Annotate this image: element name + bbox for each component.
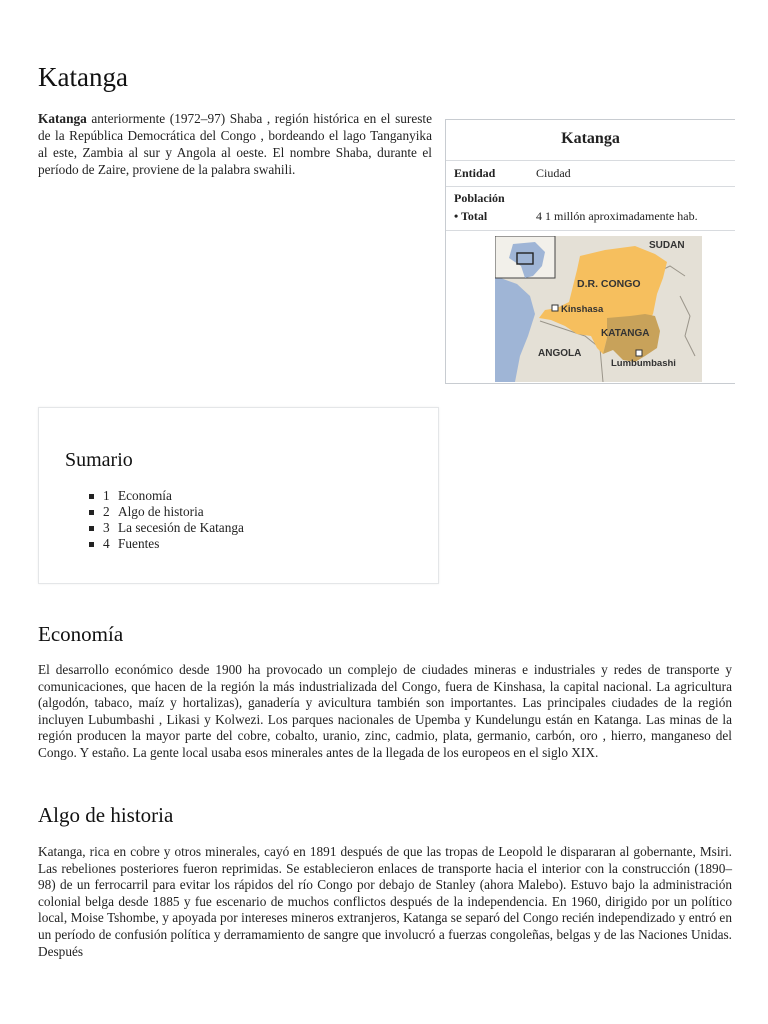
toc-list xyxy=(89,488,244,552)
toc-title: Sumario xyxy=(65,449,133,471)
map-label-angola: ANGOLA xyxy=(538,348,582,359)
total-label: • Total xyxy=(454,209,488,223)
intro-text: anteriormente (1972–97) Shaba , región histórica en el sureste de la República Democrática del Congo , bordeando el lago Tanganyika al este, Zambia al sur y Angola al oeste. El nombre Shaba, durante el período de Zaire, proviene de la palabra swahili. xyxy=(38,111,432,177)
section-title-economia: Economía xyxy=(38,622,124,646)
map-label-kinshasa: Kinshasa xyxy=(561,304,604,315)
entidad-value: Ciudad xyxy=(536,166,571,180)
infobox-title: Katanga xyxy=(561,130,620,147)
katanga-map[interactable] xyxy=(495,236,702,382)
toc-item-economia[interactable]: 1 Economía xyxy=(89,488,244,504)
total-value: 4 1 millón aproximadamente hab. xyxy=(536,209,698,223)
infobox-row-entidad xyxy=(446,160,735,186)
table-of-contents xyxy=(38,407,439,584)
poblacion-label: Población xyxy=(454,191,505,205)
page-title: Katanga xyxy=(38,62,128,92)
section-text-historia: Katanga, rica en cobre y otros minerales, cayó en 1891 después de que las tropas de Leopold le dispararan al gobernante, Msiri. Las rebeliones posteriores fueron reprimidas. Se establecieron enlaces de transporte hacia el interior con la construcción (1890–98) de un ferrocarril para evitar los rápidos del río Congo por debajo de Stanley (ahora Malebo). Estuvo bajo la administración colonial belga desde 1885 y fue escenario de muchos conflictos después de la independencia. En 1960, dirigido por un político local, Moise Tshombe, y apoyada por intereses mineros extranjeros, Katanga se separó del Congo recién independizado y entró en un período de confusión política y derramamiento de sangre que involucró a fuerzas congoleñas, belgas y de las Naciones Unidas. Después xyxy=(38,844,732,959)
map-label-lumbumbashi: Lumbumbashi xyxy=(611,358,676,369)
toc-item-historia[interactable]: 2 Algo de historia xyxy=(89,504,244,520)
toc-item-secesion[interactable]: 3 La secesión de Katanga xyxy=(89,520,244,536)
intro-bold-term: Katanga xyxy=(38,111,87,126)
section-title-historia: Algo de historia xyxy=(38,803,174,827)
toc-item-fuentes[interactable]: 4 Fuentes xyxy=(89,536,244,552)
infobox-row-poblacion xyxy=(446,186,735,230)
section-text-economia: El desarrollo económico desde 1900 ha provocado un complejo de ciudades mineras e industriales y redes de transporte y comunicaciones, que hacen de la región la más industrializada del Congo, fuera de Kinshasa, la capital nacional. La agricultura (algodón, tabaco, maíz y hortalizas), ganadería y avicultura también son importantes. Las principales ciudades de la región incluyen Lubumbashi , Likasi y Kolwezi. Los parques nacionales de Upemba y Kundelungu están en Katanga. Las minas de la región producen la mayor parte del cobre, cobalto, uranio, zinc, cadmio, plata, germanio, carbón, oro , hierro, manganeso del Congo. Y estaño. La gente local usaba esos minerales antes de la llegada de los europeos en el siglo XIX. xyxy=(38,662,732,760)
map-label-sudan: SUDAN xyxy=(649,240,685,251)
map-label-drcongo: D.R. CONGO xyxy=(577,278,641,290)
infobox xyxy=(445,119,735,384)
entidad-label: Entidad xyxy=(454,166,496,180)
intro-paragraph xyxy=(38,110,432,178)
map-label-katanga: KATANGA xyxy=(601,328,650,339)
